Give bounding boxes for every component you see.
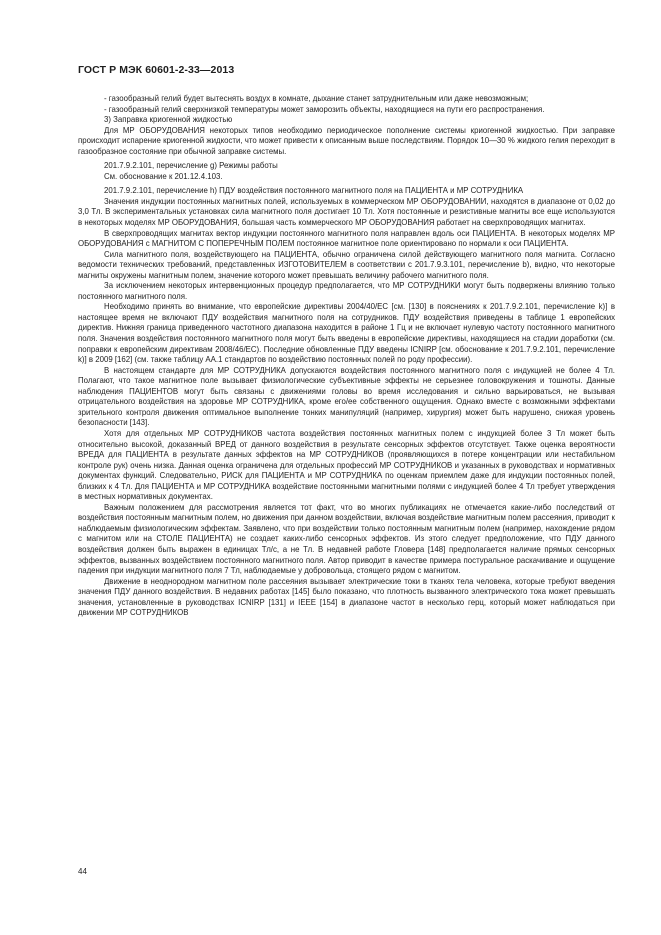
paragraph: Необходимо принять во внимание, что европейские директивы 2004/40/ЕС [см. [130] в пояснениях к 201.7.9.2.101, перечисление k)] в настоящее время не включают ПДУ воздействия магнитного поля на сотрудников. ПДУ воздействия приведены в таблице 1 европейских директив. Нижняя граница приведенного частотного диапазона находится в районе 1 Гц и не включает нулевую частоту постоянного магнитного поля. Значения воздействия постоянного магнитного поля могут быть введены в европейские директивы, находящиеся на стадии доработки (см. поправки к европейским директивам 2008/46/ЕС). Последние обновленные ПДУ введены ICNIRP [см. обоснование к 201.7.9.2.101, перечисление k)] в 2009 [162] (см. также таблицу АА.1 стандартов по воздействию постоянных полей по роду профессии). <box>78 302 615 365</box>
page-number: 44 <box>78 867 87 876</box>
paragraph: Для МР ОБОРУДОВАНИЯ некоторых типов необходимо периодическое пополнение системы криогенной жидкостью. При заправке происходит испарение криогенной жидкости, что может привести к описанным выше последствиям. Порядок 10—30 % жидкого гелия переходит в газообразное состояние при обычной заправке системы. <box>78 125 615 156</box>
paragraph: Движение в неоднородном магнитном поле рассеяния вызывает электрические токи в тканях тела человека, которые требуют введения значения ПДУ данного воздействия. В недавних работах [145] было показано, что плотность вызванного электрического тока может превышать значения, установленные в руководствах ICNIRP [131] и IEEE [154] в диапазоне частот в несколько герц, который может наблюдаться при движении МР СОТРУДНИКОВ <box>78 576 615 618</box>
paragraph: Сила магнитного поля, воздействующего на ПАЦИЕНТА, обычно ограничена силой действующего магнитного поля магнита. Согласно ведомости технических требований, представленных ИЗГОТОВИТЕЛЕМ в соответствии с 201.7.9.3.101, перечисление b), видно, что некоторые магниты окружены магнитным полем, значение которого может превышать величину рабочего магнитного поля. <box>78 249 615 280</box>
section-heading: 201.7.9.2.101, перечисление h) ПДУ воздействия постоянного магнитного поля на ПАЦИЕНТА и МР СОТРУДНИКА <box>104 186 524 196</box>
page-header-title: ГОСТ Р МЭК 60601-2-33—2013 <box>78 64 235 76</box>
paragraph: 3) Заправка криогенной жидкостью <box>104 115 233 125</box>
paragraph: В настоящем стандарте для МР СОТРУДНИКА допускаются воздействия постоянного магнитного поля с индукцией не более 4 Тл. Полагают, что такое магнитное поле вызывает физиологические субъективные эффекты не серьезнее головокружения и тошноты. Данные наблюдения ПАЦИЕНТОВ могут быть связаны с движениями головы во время исследования и сильно варьироваться, не вызывая отрицательного воздействия на здоровье МР СОТРУДНИКА, кроме его/ее собственного ощущения. Однако вместе с возможными эффектами зрительного контроля движения оптимальное выполнение тонких манипуляций (например, хирургия) может быть нарушено, снижая уровень безопасности [143]. <box>78 365 615 428</box>
paragraph: - газообразный гелий сверхнизкой температуры может заморозить объекты, находящиеся на пути его распространения. <box>104 104 545 114</box>
section-heading: 201.7.9.2.101, перечисление g) Режимы работы <box>104 161 278 171</box>
paragraph: Значения индукции постоянных магнитных полей, используемых в коммерческом МР ОБОРУДОВАНИИ, находятся в диапазоне от 0,02 до 3,0 Тл. В экспериментальных установках сила магнитного поля достигает 10 Тл. Хотя постоянные и резистивные магниты все еще используются в некоторых моделях МР ОБОРУДОВАНИЯ, большая часть коммерческого МР ОБОРУДОВАНИЯ работает на сверхпроводящих магнитах. <box>78 196 615 228</box>
paragraph: Важным положением для рассмотрения является тот факт, что во многих публикациях не отмечается какие-либо последствий от воздействия постоянным магнитным полем, но движения при данном воздействии, включая воздействие магнитным полем рассеяния, приводит к наблюдаемым физиологическим эффектам. Заявлено, что при воздействии только постоянным магнитным полем (например, нахождение рядом с магнитом или на СТОЛЕ ПАЦИЕНТА) не создает каких-либо сенсорных эффектов. Из этого следует предположение, что ПДУ данного воздействия должен быть выражен в единицах Тл/с, а не Тл. В недавней работе Гловера [148] предполагается наличие прямых сенсорных эффектов, вызванных воздействием постоянного магнитного поля. Автор приводит в качестве примера постуральное раскачивание и ощущение падения при индукции магнитного поля 7 Тл, наблюдаемые у добровольца, стоящего рядом с магнитом. <box>78 502 615 576</box>
paragraph: - газообразный гелий будет вытеснять воздух в комнате, дыхание станет затруднительным или даже невозможным; <box>104 94 529 103</box>
paragraph: Хотя для отдельных МР СОТРУДНИКОВ частота воздействия постоянных магнитных полем с индукцией более 3 Тл может быть относительно высокой, доказанный ВРЕД от данного воздействия в результате сенсорных эффектов отсутствует. Также оценка вероятности ВРЕДА для ПАЦИЕНТА в результате данных эффектов на МР СОТРУДНИКОВ (проявляющихся в потере концентрации или нестабильном контроле рук) очень низка. Данная оценка ограничена для отдельных профессий МР СОТРУДНИКОВ и указанных в руководствах и нормативных документах функций. Следовательно, РИСК для ПАЦИЕНТА и МР СОТРУДНИКА по оценкам приемлем даже для индукции постоянных полей, близких к 4 Тл. Для ПАЦИЕНТА и МР СОТРУДНИКА воздействие постоянными магнитными полями с индукцией более 4 Тл требует утверждения в местных нормативных документах. <box>78 428 615 502</box>
paragraph: См. обоснование к 201.12.4.103. <box>104 171 223 181</box>
body-text <box>78 94 615 619</box>
paragraph: За исключением некоторых интервенционных процедур предполагается, что МР СОТРУДНИКИ могут быть подвержены влиянию только постоянного магнитного поля. <box>78 281 615 301</box>
paragraph: В сверхпроводящих магнитах вектор индукции постоянного магнитного поля направлен вдоль оси ПАЦИЕНТА. В некоторых моделях МР ОБОРУДОВАНИЯ с МАГНИТОМ С ПОПЕРЕЧНЫМ ПОЛЕМ постоянное магнитное поле ориентировано по нормали к оси ПАЦИЕНТА. <box>78 228 615 249</box>
